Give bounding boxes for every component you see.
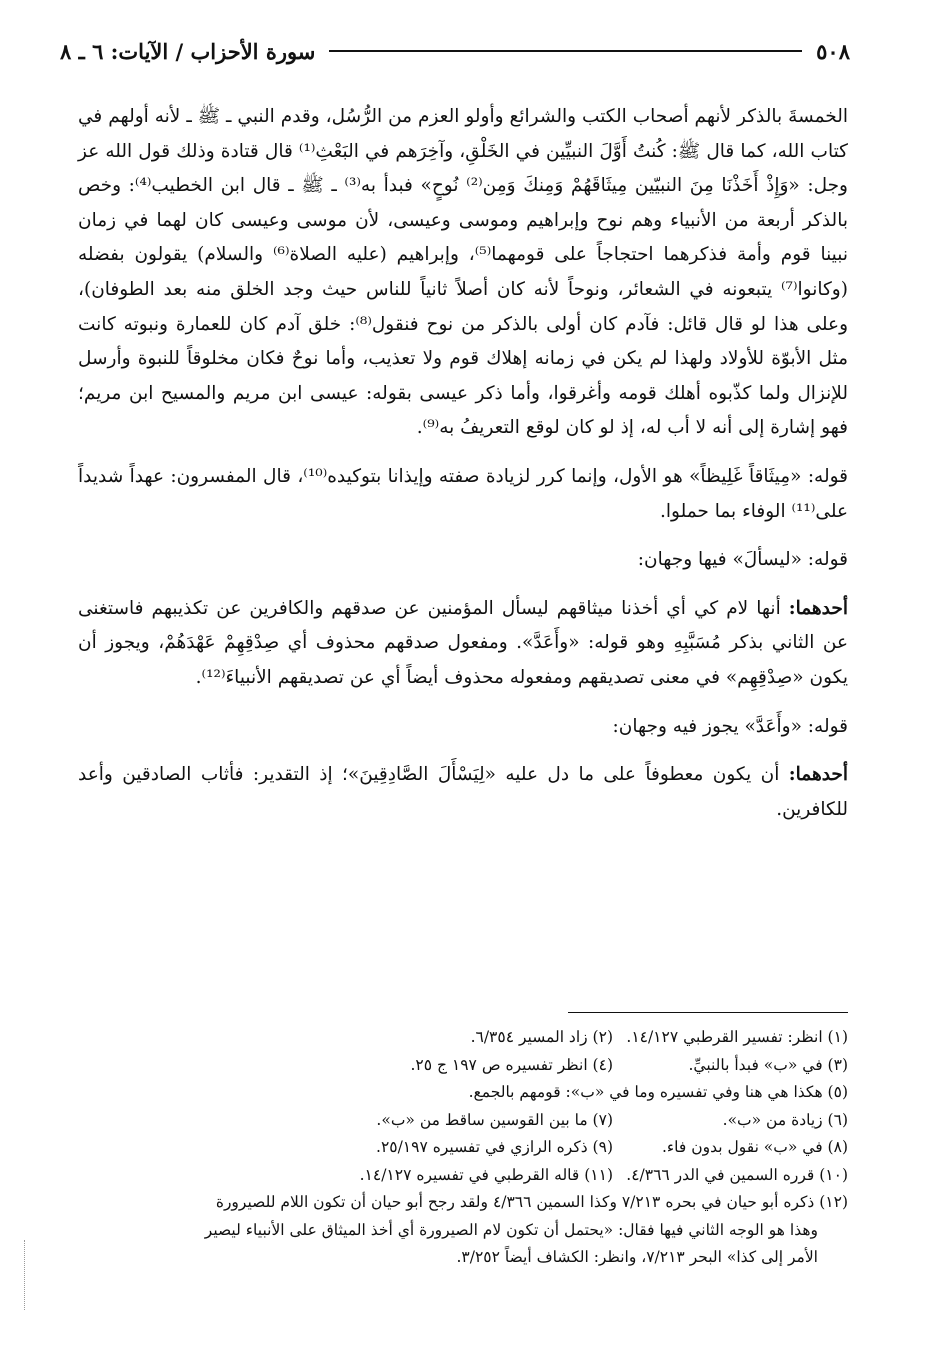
footnote-row: [78, 1134, 848, 1162]
text-line: أي صِدْقِهِمْ عَهْدَهُمْ، ويجوز أن يكون «صِدْقِهِم» في معنى تصديقهم ومفعوله محذوف: [78, 632, 848, 688]
text-line: إذ لو كان لوقع التعريفُ به⁽⁹⁾.: [416, 417, 634, 439]
footnote: [78, 1189, 848, 1272]
text-line: أنها لام كي أي أخذنا ميثاقهم ليسأل المؤمنين عن صدقهم والكافرين عن: [216, 597, 789, 619]
paragraph-5: قوله: «وأَعَدَّ» يجوز فيه وجهان:: [612, 715, 848, 737]
footnotes: [78, 1024, 848, 1272]
footnote: (٧) ما بين القوسين ساقط من «ب».: [376, 1110, 613, 1129]
text-line: ـ لأنه أولهم في كتاب الله، كما قال ﷺ: كُنتُ أَوَّلَ النبيِّين في الخَلْقِ، وآخِرَهم في: [78, 106, 848, 162]
footnote: (٩) ذكره الرازي في تفسيره ٢٥/١٩٧.: [376, 1138, 613, 1156]
text-line: البَعْثِ⁽¹⁾ قال قتادة وذلك قول الله عز وجل: «وَإِذْ أَخَذْنَا مِنَ النبيّين مِيثَاقَهُمْ وَمِنكَ وَمِن⁽²⁾: [78, 140, 848, 197]
text-line: تعذيب، وأما نوحٌ فكان مخلوقاً للنبوة وأرسل للإنزال ولما كذّبوه أهلك قومه وأغرقوا،: [78, 348, 848, 404]
scan-edge-mark: [24, 1240, 27, 1310]
paragraph-6: [78, 758, 848, 827]
text-line: أيضاً أي عن تصديقهم الأنبياءَ⁽¹²⁾.: [195, 666, 439, 688]
text-line: كان للعمارة ونبوته كانت مثل الأبوّة للأولاد ولهذا لم يكن في زمانه إهلاك قوم ولا: [78, 313, 848, 370]
footnote-line: الأمر إلى كذا» البحر ٧/٢١٣، وانظر: الكشاف أيضاً ٣/٢٥٢.: [456, 1248, 818, 1266]
footnote-row: [78, 1162, 848, 1190]
footnote-separator: [568, 1012, 848, 1013]
footnote: (١) انظر: تفسير القرطبي ١٤/١٢٧.: [626, 1028, 848, 1046]
footnote: (٣) في «ب» فبدأ بالنبيِّ.: [688, 1055, 848, 1074]
paragraph-3: قوله: «ليسألَ» فيها وجهان:: [637, 549, 848, 571]
text-line: الخمسةَ بالذكر لأنهم أصحاب الكتب والشرائع وأولو العزم من الرُّسُل، وقدم النبي ـ ﷺ: [197, 106, 848, 127]
text-line: الصادقين وأعد للكافرين.: [78, 764, 848, 820]
paragraph-label: أحدهما:: [788, 597, 848, 619]
footnote: (٤) انظر تفسيره ص ١٩٧ ج ٢٥.: [410, 1055, 613, 1074]
footnote: (١٠) قرره السمين في الدر ٤/٣٦٦.: [626, 1165, 848, 1184]
page-number: ٥٠٨: [816, 38, 850, 64]
footnote-row: [78, 1052, 848, 1080]
paragraph-label: أحدهما:: [788, 764, 848, 786]
text-line: تكذيبهم فاستغنى عن الثاني بذكر مُسَبَّبِهِ وهو قوله: «وأَعَدَّ». ومفعول صدقهم محذوف: [78, 597, 848, 654]
running-title: سورة الأحزاب / الآيات: ٦ ـ ٨: [60, 38, 316, 64]
main-text: [78, 100, 848, 827]
footnote: (٨) في «ب» نقول بدون فاء.: [661, 1138, 848, 1156]
footnote-line: وهذا هو الوجه الثاني فيها فقال: «يحتمل أن تكون لام الصيرورة أي أخذ الميثاق على الأنبياء ليصير: [204, 1220, 818, 1239]
footnote-line: (١٢) ذكره أبو حيان في بحره ٧/٢١٣ وكذا السمين ٤/٣٦٦ ولقد رجح أبو حيان أن تكون اللام للصيرورة: [215, 1193, 848, 1211]
footnote-row: [78, 1107, 848, 1135]
footnote-row: [78, 1024, 848, 1052]
text-line: وأما ذكر عيسى بقوله: عيسى ابن مريم والمسيح ابن مريم؛ فهو إشارة إلى أنه لا أب له،: [78, 382, 848, 439]
text-line: المفسرون: عهداً شديداً على⁽¹¹⁾ الوفاء بما حملوا.: [78, 465, 848, 522]
footnote: (٥) هكذا هي هنا وفي تفسيره وما في «ب»: قومهم بالجمع.: [468, 1083, 848, 1101]
text-line: يتبعونه في الشعائر، ونوحاً لأنه كان أصلاً ثانياً للناس حيث وجد الخلق منه بعد: [163, 278, 773, 300]
text-line: احتجاجاً على قومهما⁽⁵⁾، وإبراهيم (عليه الصلاة⁽⁶⁾ والسلام) يقولون بفضله (وكانوا⁽⁷⁾: [78, 244, 848, 300]
header-rule: [329, 50, 802, 52]
page-header: [60, 34, 850, 68]
text-line: نُوحٍ» فبدأ به⁽³⁾ ـ ﷺ ـ قال ابن الخطيب⁽⁴⁾: وخص بالذكر أربعة من الأنبياء وهم نوح: [78, 175, 848, 231]
paragraph-1: [78, 100, 848, 446]
paragraph-2: [78, 460, 848, 529]
text-line: قوله: «مِيثَاقاً غَلِيظاً» هو الأول، وإنما كرر لزيادة صفته وإيذانا بتوكيده⁽¹⁰⁾، قال: [263, 465, 849, 487]
text-line: أن يكون معطوفاً على ما دل عليه «لِيَسْأَلَ الصَّادِقِينَ»؛ إذ التقدير: فأثاب: [200, 764, 789, 786]
footnote: (١١) قاله القرطبي في تفسيره ١٤/١٢٧.: [359, 1165, 613, 1184]
footnote: (٢) زاد المسير ٦/٣٥٤.: [470, 1028, 613, 1046]
paragraph-4: [78, 592, 848, 696]
text-line: وإبراهيم وموسى وعيسى، لأن موسى وعيسى كان لهما في زمان نبينا قوم وأمة فذكرهما: [78, 209, 848, 266]
text-line: الطوفان)، وعلى هذا لو قال قائل: فآدم كان أولى بالذكر من نوح فنقول⁽⁸⁾: خلق آدم: [78, 278, 849, 335]
footnote: (٦) زيادة من «ب».: [722, 1110, 848, 1129]
